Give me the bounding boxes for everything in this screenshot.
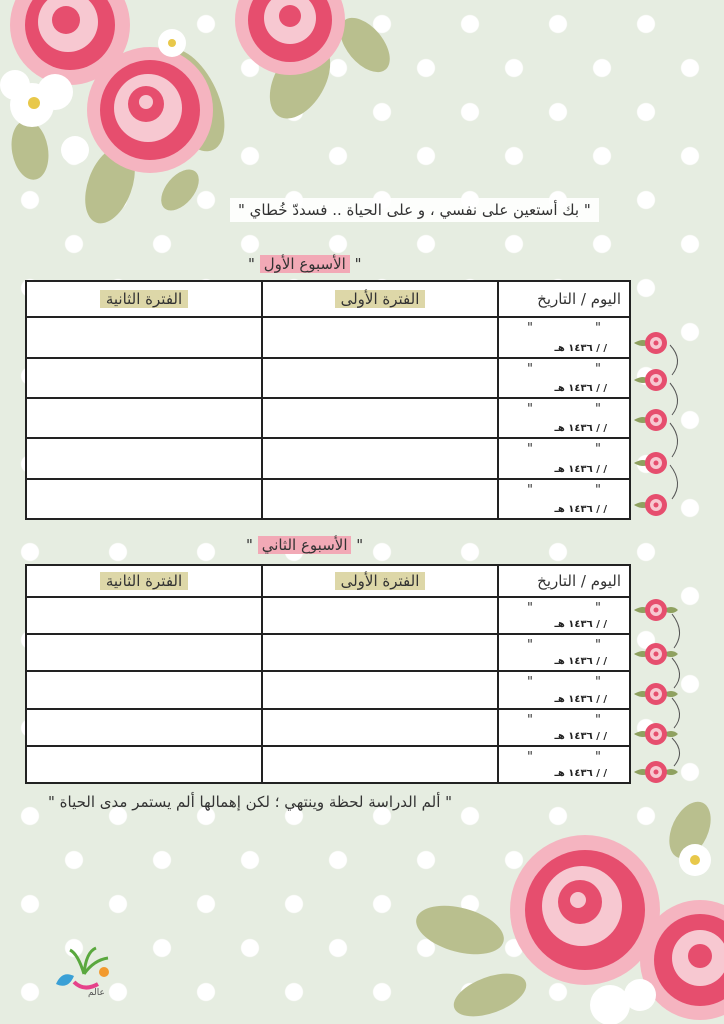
period-two-cell[interactable]: [26, 597, 262, 634]
table-row: [26, 479, 630, 519]
period-one-cell[interactable]: [262, 438, 498, 478]
rose-icon: [634, 409, 667, 431]
quote-mark: ": [354, 255, 362, 273]
week-one-rose-icons: [628, 325, 692, 525]
roses-bottom-right-decoration: [410, 800, 724, 1024]
table-header-row: [26, 281, 630, 317]
rose-icon: [634, 599, 678, 621]
table-row: [26, 438, 630, 478]
rose-icon: [634, 723, 678, 745]
period-one-cell[interactable]: [262, 358, 498, 398]
quote-mark: ": [246, 536, 253, 554]
rose-icon: [634, 683, 678, 705]
bottom-quote: " ألم الدراسة لحظة وينتهي ؛ لكن إهمالها ألم يستمر مدى الحياة ": [48, 793, 453, 811]
table-header-row: [26, 565, 630, 597]
logo-text: عالم: [88, 988, 105, 998]
period-one-cell[interactable]: [262, 746, 498, 783]
period-one-cell[interactable]: [262, 634, 498, 671]
rose-icon: [634, 761, 678, 783]
date-cell[interactable]: " " / / ١٤٣٦ هـ: [498, 746, 630, 783]
roses-top-left-decoration: [0, 0, 400, 230]
period-two-cell[interactable]: [26, 358, 262, 398]
rose-icon: [634, 332, 667, 354]
table-row: [26, 358, 630, 398]
date-cell[interactable]: " " / / ١٤٣٦ هـ: [498, 479, 630, 519]
week-one-title-text: الأسبوع الأول: [260, 255, 350, 273]
period-one-cell[interactable]: [262, 317, 498, 357]
period-two-cell[interactable]: [26, 398, 262, 438]
header-period-one: الفترة الأولى: [262, 565, 498, 597]
period-two-cell[interactable]: [26, 671, 262, 708]
date-cell[interactable]: " " / / ١٤٣٦ هـ: [498, 317, 630, 357]
table-row: [26, 398, 630, 438]
date-cell[interactable]: " " / / ١٤٣٦ هـ: [498, 634, 630, 671]
rose-icon: [634, 369, 667, 391]
period-two-cell[interactable]: [26, 479, 262, 519]
date-cell[interactable]: " " / / ١٤٣٦ هـ: [498, 671, 630, 708]
table-row: [26, 709, 630, 746]
rose-icon: [634, 643, 678, 665]
period-one-cell[interactable]: [262, 479, 498, 519]
brand-logo: [44, 944, 124, 1004]
quote-mark: ": [248, 255, 255, 273]
period-two-cell[interactable]: [26, 746, 262, 783]
rose-icon: [634, 452, 667, 474]
header-day-date: اليوم / التاريخ: [498, 565, 630, 597]
week-two-title: [246, 536, 363, 554]
top-quote: " بك أستعين على نفسي ، و على الحياة .. فسددّ خُطاي ": [230, 198, 599, 222]
rose-icon: [634, 494, 667, 516]
week-two-table: [25, 564, 631, 784]
week-one-title: [248, 255, 362, 273]
period-one-cell[interactable]: [262, 671, 498, 708]
period-one-cell[interactable]: [262, 597, 498, 634]
date-cell[interactable]: " " / / ١٤٣٦ هـ: [498, 597, 630, 634]
table-row: [26, 597, 630, 634]
week-two-rose-icons: [628, 590, 692, 800]
header-period-two: الفترة الثانية: [26, 281, 262, 317]
date-cell[interactable]: " " / / ١٤٣٦ هـ: [498, 358, 630, 398]
period-two-cell[interactable]: [26, 634, 262, 671]
week-one-table: [25, 280, 631, 520]
header-day-date: اليوم / التاريخ: [498, 281, 630, 317]
date-cell[interactable]: " " / / ١٤٣٦ هـ: [498, 438, 630, 478]
period-two-cell[interactable]: [26, 438, 262, 478]
date-cell[interactable]: " " / / ١٤٣٦ هـ: [498, 709, 630, 746]
header-period-two: الفترة الثانية: [26, 565, 262, 597]
period-two-cell[interactable]: [26, 317, 262, 357]
date-cell[interactable]: " " / / ١٤٣٦ هـ: [498, 398, 630, 438]
period-two-cell[interactable]: [26, 709, 262, 746]
table-row: [26, 317, 630, 357]
period-one-cell[interactable]: [262, 709, 498, 746]
period-one-cell[interactable]: [262, 398, 498, 438]
week-two-title-text: الأسبوع الثاني: [258, 536, 352, 554]
table-row: [26, 671, 630, 708]
table-row: [26, 634, 630, 671]
quote-mark: ": [356, 536, 364, 554]
table-row: [26, 746, 630, 783]
header-period-one: الفترة الأولى: [262, 281, 498, 317]
